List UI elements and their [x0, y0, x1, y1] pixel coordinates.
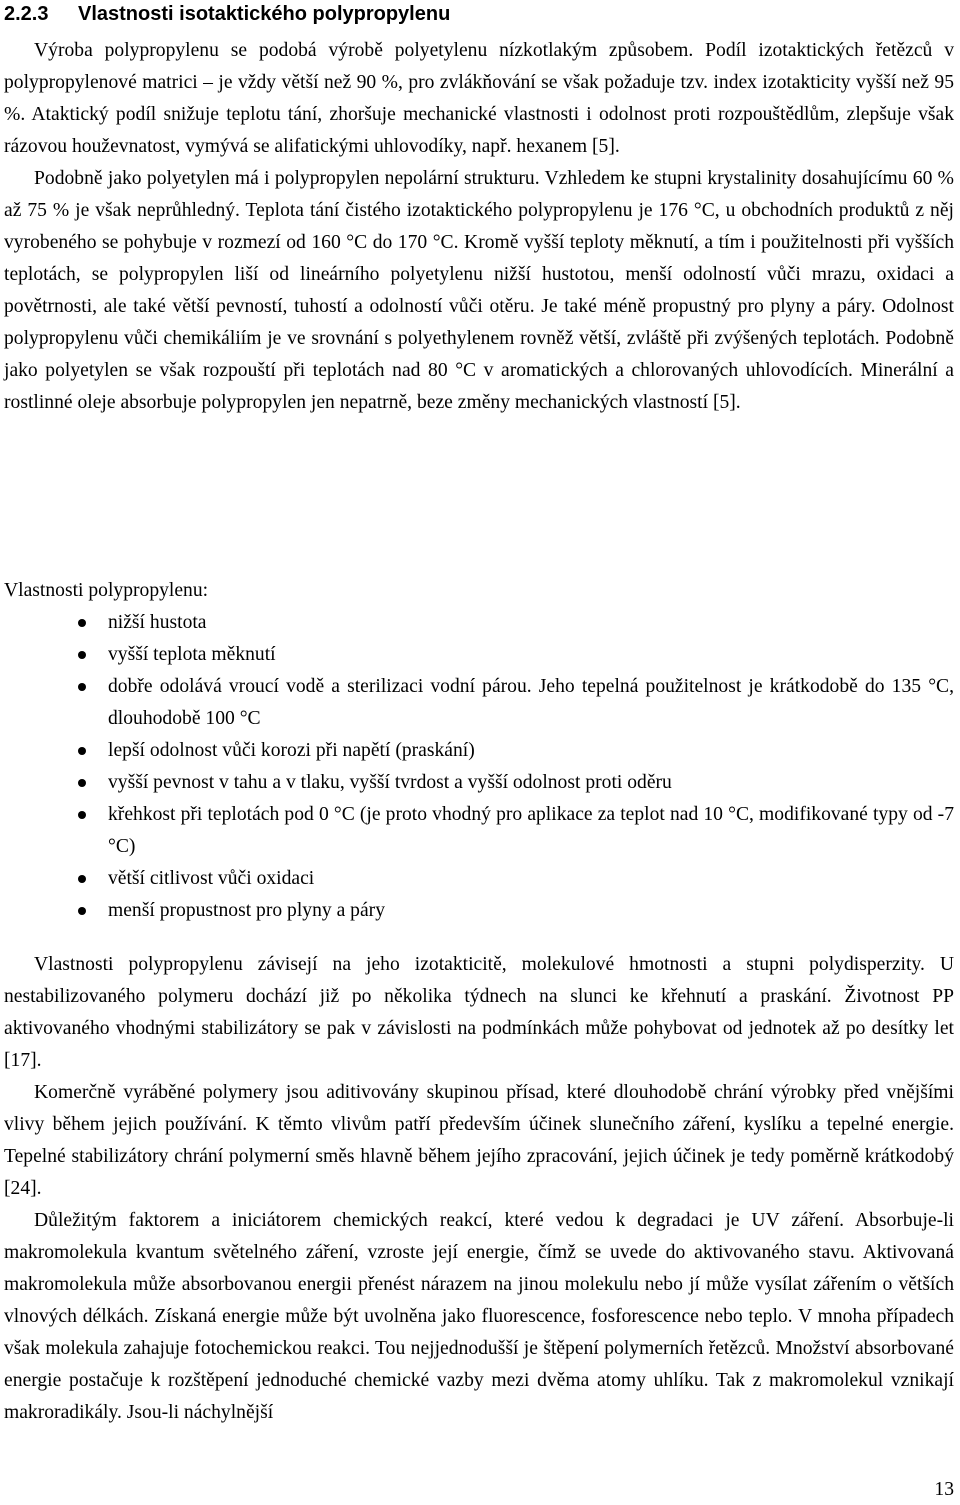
section-body-1 — [4, 35, 954, 419]
section-number: 2.2.3 — [4, 3, 49, 25]
paragraph-isotacticity: Vlastnosti polypropylenu závisejí na jeho izotakticitě, molekulové hmotnosti a stupni polydisperzity. U nestabilizovaného polymeru dochází již po několika týdnech na slunci ke křehnutí a praskání. Životnost PP aktivovaného vhodnými stabilizátory se pak v závislosti na podmínkách může pohybovat od jednotek až po desítky let [17]. — [4, 954, 954, 1071]
bullet-icon — [78, 747, 86, 755]
properties-intro: Vlastnosti polypropylenu: — [4, 580, 209, 601]
list-item: nižší hustota — [4, 607, 954, 639]
section-body-2 — [4, 949, 954, 1429]
paragraph-production: Výroba polypropylenu se podobá výrobě polyetylenu nízkotlakým způsobem. Podíl izotaktických řetězců v polypropylenové matrici – je vždy větší než 90 %, pro zvlákňování se však požaduje tzv. index izotakticity vyšší než 95 %. Ataktický podíl snižuje teplotu tání, zhoršuje mechanické vlastnosti i odolnost proti rozpouštědlům, zlepšuje však rázovou houževnatost, vymývá se alifatickými uhlovodíky, např. hexanem [5]. — [4, 40, 954, 157]
paragraph-uv-degradation: Důležitým faktorem a iniciátorem chemických reakcí, které vedou k degradaci je UV záření. Absorbuje-li makromolekula kvantum světelného záření, vzroste její energie, čímž se uvede do aktivovaného stavu. Aktivovaná makromolekula může absorbovanou energii přenést nárazem na jinou molekulu nebo jí může vysílat zářením o větších vlnových délkách. Získaná energie může být uvolněna jako fluorescence, fosforescence nebo teplo. V mnoha případech však molekula zahajuje fotochemickou reakci. Tou nejjednodušší je štěpení polymerních řetězců. Množství absorbované energie postačuje k rozštěpení jednoduché chemické vazby mezi dvěma atomy uhlíku. Tak z makromolekul vznikají makroradikály. Jsou-li náchylnější — [4, 1210, 954, 1423]
bullet-icon — [78, 907, 86, 915]
list-item: dobře odolává vroucí vodě a sterilizaci vodní párou. Jeho tepelná použitelnost je krátkodobě do 135 °C, dlouhodobě 100 °C — [4, 671, 954, 735]
list-item: křehkost při teplotách pod 0 °C (je proto vhodný pro aplikace za teplot nad 10 °C, modifikované typy od -7 °C) — [4, 799, 954, 863]
page-number: 13 — [934, 1479, 954, 1500]
bullet-icon — [78, 779, 86, 787]
section-heading — [4, 0, 954, 28]
bullet-icon — [78, 651, 86, 659]
properties-list — [4, 607, 954, 927]
bullet-icon — [78, 875, 86, 883]
list-item: vyšší teplota měknutí — [4, 639, 954, 671]
list-item: vyšší pevnost v tahu a v tlaku, vyšší tvrdost a vyšší odolnost proti oděru — [4, 767, 954, 799]
paragraph-additives: Komerčně vyráběné polymery jsou aditivovány skupinou přísad, které dlouhodobě chrání výrobky před vnějšími vlivy během jejich používání. K těmto vlivům patří především účinek slunečního záření, kyslíku a tepelné energie. Tepelné stabilizátory chrání polymerní směs hlavně během jejího zpracování, jejich účinek je tedy poměrně krátkodobý [24]. — [4, 1082, 954, 1199]
bullet-icon — [78, 683, 86, 691]
bullet-icon — [78, 619, 86, 627]
properties-section — [4, 575, 954, 927]
list-item: lepší odolnost vůči korozi při napětí (praskání) — [4, 735, 954, 767]
section-title: Vlastnosti isotaktického polypropylenu — [78, 3, 451, 25]
list-item: větší citlivost vůči oxidaci — [4, 863, 954, 895]
list-item: menší propustnost pro plyny a páry — [4, 895, 954, 927]
paragraph-structure: Podobně jako polyetylen má i polypropylen nepolární strukturu. Vzhledem ke stupni krystalinity dosahujícímu 60 % až 75 % je však neprůhledný. Teplota tání čistého izotaktického polypropylenu je 176 °C, u obchodních produktů z něj vyrobeného se pohybuje v rozmezí od 160 °C do 170 °C. Kromě vyšší teploty měknutí, a tím i použitelnosti při vyšších teplotách, se polypropylen liší od lineárního polyetylenu nižší hustotou, menší odolností vůči mrazu, oxidaci a povětrnosti, ale také větší pevností, tuhostí a odolností vůči otěru. Je také méně propustný pro plyny a páry. Odolnost polypropylenu vůči chemikáliím je ve srovnání s polyethylenem rovněž větší, zvláště při zvýšených teplotách. Podobně jako polyetylen se však rozpouští při teplotách nad 80 °C v aromatických a chlorovaných uhlovodících. Minerální a rostlinné oleje absorbuje polypropylen jen nepatrně, beze změny mechanických vlastností [5]. — [4, 168, 954, 413]
bullet-icon — [78, 811, 86, 819]
